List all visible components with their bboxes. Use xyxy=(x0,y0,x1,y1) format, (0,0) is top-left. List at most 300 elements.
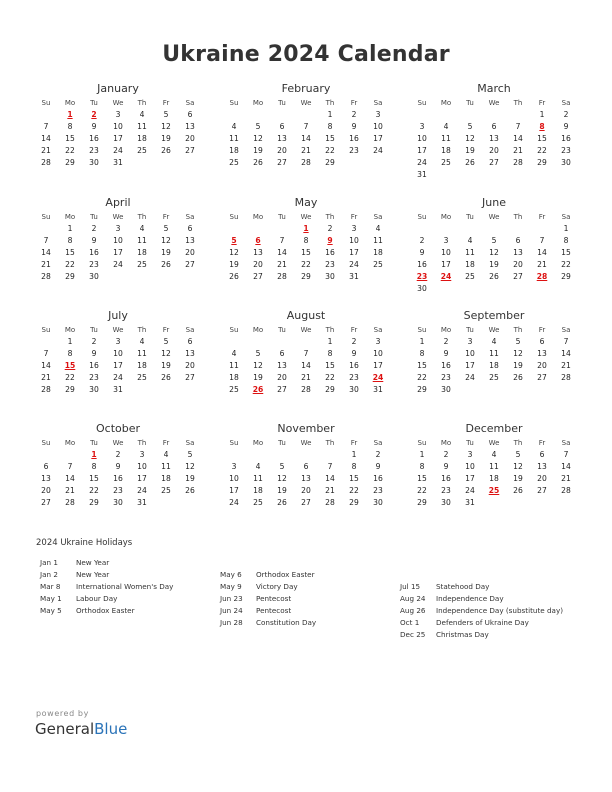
day-cell: 15 xyxy=(417,361,427,370)
day-cell: 26 xyxy=(161,373,171,382)
day-cell: 15 xyxy=(325,134,335,143)
day-cell: 2 xyxy=(351,337,357,346)
day-cell: 26 xyxy=(513,486,523,495)
day-cell: 8 xyxy=(303,236,309,245)
day-cell: 3 xyxy=(443,236,449,245)
weekday-label: Th xyxy=(325,213,335,221)
day-cell: 16 xyxy=(561,134,571,143)
day-cell xyxy=(246,336,270,348)
day-cell: 24 xyxy=(465,373,475,382)
day-cell: 28 xyxy=(301,158,311,167)
week-row xyxy=(410,157,578,169)
week-row xyxy=(410,449,578,461)
weekday-label: We xyxy=(112,326,124,334)
day-cell: 11 xyxy=(161,462,171,471)
day-cell: 11 xyxy=(441,134,451,143)
holiday-item xyxy=(40,581,173,593)
day-cell: 12 xyxy=(161,349,171,358)
week-row xyxy=(34,133,202,145)
day-cell: 12 xyxy=(185,462,195,471)
holiday-name: Independence Day xyxy=(436,594,504,603)
day-cell: 17 xyxy=(465,474,475,483)
day-cell: 24 xyxy=(373,146,383,155)
holiday-item xyxy=(220,605,316,617)
weekday-label: Su xyxy=(417,326,427,334)
day-cell: 13 xyxy=(537,462,547,471)
day-cell: 16 xyxy=(373,474,383,483)
month-name: September xyxy=(463,309,525,322)
powered-by-text: powered by xyxy=(36,709,89,718)
day-cell xyxy=(530,223,554,235)
day-cell: 4 xyxy=(231,122,237,131)
day-cell xyxy=(458,283,482,295)
day-cell: 23 xyxy=(373,486,383,495)
day-cell: 9 xyxy=(419,248,425,257)
day-cell: 2 xyxy=(351,110,357,119)
weekday-label: We xyxy=(488,213,500,221)
holiday-item xyxy=(220,569,316,581)
day-cell: 14 xyxy=(325,474,335,483)
day-cell: 9 xyxy=(91,122,97,131)
weekday-label: Sa xyxy=(561,99,571,107)
day-cell: 8 xyxy=(327,349,333,358)
day-cell: 23 xyxy=(561,146,571,155)
week-row xyxy=(222,348,390,360)
week-row xyxy=(34,360,202,372)
day-cell: 16 xyxy=(349,134,359,143)
day-cell: 18 xyxy=(137,248,147,257)
holiday-date-label: Jun 28 xyxy=(220,618,243,627)
weekday-label: Su xyxy=(41,326,51,334)
weekday-label: We xyxy=(300,99,312,107)
day-cell: 13 xyxy=(301,474,311,483)
day-cell: 6 xyxy=(491,122,497,131)
day-cell: 8 xyxy=(91,462,97,471)
week-row xyxy=(410,336,578,348)
day-cell: 21 xyxy=(325,486,335,495)
day-cell: 25 xyxy=(229,385,239,394)
day-cell: 30 xyxy=(89,385,99,394)
day-cell: 2 xyxy=(443,450,449,459)
holiday-name: Orthodox Easter xyxy=(256,570,315,579)
day-cell: 30 xyxy=(561,158,571,167)
weekday-label: Th xyxy=(325,439,335,447)
day-cell: 5 xyxy=(515,450,521,459)
day-cell: 9 xyxy=(351,122,357,131)
day-cell xyxy=(482,223,506,235)
day-cell: 6 xyxy=(43,462,49,471)
day-cell: 19 xyxy=(253,373,263,382)
day-cell: 14 xyxy=(561,349,571,358)
day-cell: 10 xyxy=(349,236,359,245)
day-cell: 20 xyxy=(537,474,547,483)
day-cell: 14 xyxy=(301,361,311,370)
weekday-label: Fr xyxy=(350,213,358,221)
day-cell: 18 xyxy=(489,474,499,483)
day-cell: 1 xyxy=(67,337,73,346)
week-row xyxy=(34,145,202,157)
holiday-item xyxy=(220,593,316,605)
day-cell: 21 xyxy=(561,474,571,483)
holiday-column xyxy=(400,581,563,641)
weekday-label: Tu xyxy=(278,326,286,334)
day-cell: 17 xyxy=(465,361,475,370)
day-cell: 9 xyxy=(91,236,97,245)
day-cell: 26 xyxy=(185,486,195,495)
week-row xyxy=(222,384,390,396)
day-cell: 2 xyxy=(327,224,333,233)
day-cell: 17 xyxy=(113,134,123,143)
day-cell: 5 xyxy=(467,122,473,131)
day-cell: 19 xyxy=(277,486,287,495)
day-cell: 3 xyxy=(467,337,473,346)
weekday-label: Sa xyxy=(373,213,383,221)
day-cell: 10 xyxy=(113,349,123,358)
day-cell: 17 xyxy=(349,248,359,257)
day-cell: 5 xyxy=(515,337,521,346)
day-cell: 30 xyxy=(441,498,451,507)
day-cell xyxy=(434,169,458,181)
day-cell: 10 xyxy=(373,122,383,131)
day-cell: 7 xyxy=(43,349,49,358)
weekday-label: Sa xyxy=(185,213,195,221)
month-april xyxy=(34,196,202,283)
day-cell: 11 xyxy=(373,236,383,245)
month-august xyxy=(222,309,390,396)
weekday-label: Th xyxy=(137,213,147,221)
day-cell: 13 xyxy=(489,134,499,143)
day-cell: 17 xyxy=(373,134,383,143)
day-cell: 14 xyxy=(513,134,523,143)
day-cell: 20 xyxy=(185,134,195,143)
day-cell: 27 xyxy=(253,272,263,281)
day-cell xyxy=(434,109,458,121)
day-cell: 1 xyxy=(563,224,569,233)
day-cell: 12 xyxy=(253,134,263,143)
weekday-label: Su xyxy=(417,99,427,107)
week-row xyxy=(34,259,202,271)
day-cell: 17 xyxy=(229,486,239,495)
day-cell: 29 xyxy=(301,272,311,281)
day-cell: 18 xyxy=(137,361,147,370)
week-row xyxy=(410,235,578,247)
day-cell: 28 xyxy=(561,373,571,382)
day-cell xyxy=(554,384,578,396)
weekday-label: We xyxy=(488,99,500,107)
day-cell xyxy=(482,384,506,396)
day-cell: 6 xyxy=(187,337,193,346)
day-cell: 16 xyxy=(325,248,335,257)
day-cell: 13 xyxy=(277,361,287,370)
day-cell: 3 xyxy=(375,110,381,119)
holiday-item xyxy=(40,605,173,617)
day-cell: 31 xyxy=(349,272,359,281)
holiday-item xyxy=(400,617,563,629)
week-row xyxy=(222,247,390,259)
holiday-date: 8 xyxy=(539,122,545,131)
weekday-label: Th xyxy=(325,326,335,334)
day-cell xyxy=(482,497,506,509)
day-cell xyxy=(58,449,82,461)
day-cell: 2 xyxy=(115,450,121,459)
week-row xyxy=(410,461,578,473)
day-cell: 20 xyxy=(277,373,287,382)
day-cell xyxy=(154,157,178,169)
week-row xyxy=(34,473,202,485)
day-cell: 18 xyxy=(253,486,263,495)
weekday-label: Su xyxy=(229,326,239,334)
weekday-label: Su xyxy=(417,439,427,447)
week-row xyxy=(410,133,578,145)
day-cell: 27 xyxy=(185,373,195,382)
day-cell: 23 xyxy=(325,260,335,269)
day-cell: 5 xyxy=(491,236,497,245)
day-cell: 19 xyxy=(161,361,171,370)
week-row xyxy=(222,461,390,473)
day-cell: 31 xyxy=(113,385,123,394)
day-cell: 9 xyxy=(115,462,121,471)
week-row xyxy=(222,235,390,247)
day-cell: 26 xyxy=(229,272,239,281)
day-cell: 24 xyxy=(113,373,123,382)
day-cell: 3 xyxy=(115,110,121,119)
day-cell xyxy=(554,169,578,181)
day-cell: 28 xyxy=(41,385,51,394)
day-cell xyxy=(154,497,178,509)
weekday-label: Th xyxy=(513,439,523,447)
week-row xyxy=(222,473,390,485)
week-row xyxy=(34,372,202,384)
day-cell: 12 xyxy=(277,474,287,483)
day-cell: 8 xyxy=(67,236,73,245)
weekday-label: Tu xyxy=(466,326,474,334)
day-cell: 11 xyxy=(465,248,475,257)
day-cell: 25 xyxy=(253,498,263,507)
week-row xyxy=(34,121,202,133)
weekday-label: Su xyxy=(41,439,51,447)
day-cell: 17 xyxy=(417,146,427,155)
day-cell: 27 xyxy=(301,498,311,507)
day-cell xyxy=(482,169,506,181)
day-cell: 1 xyxy=(419,450,425,459)
month-july xyxy=(34,309,202,396)
day-cell xyxy=(554,497,578,509)
weekday-label: Sa xyxy=(185,99,195,107)
day-cell xyxy=(178,497,202,509)
weekday-label: Mo xyxy=(440,326,452,334)
weekday-header xyxy=(34,97,202,109)
day-cell xyxy=(130,157,154,169)
day-cell: 25 xyxy=(373,260,383,269)
weekday-label: Sa xyxy=(561,326,571,334)
day-cell: 1 xyxy=(67,224,73,233)
holiday-item xyxy=(40,593,173,605)
day-cell: 5 xyxy=(187,450,193,459)
day-cell: 14 xyxy=(561,462,571,471)
month-name: May xyxy=(294,196,318,209)
day-cell xyxy=(554,283,578,295)
week-row xyxy=(222,223,390,235)
holiday-item xyxy=(400,593,563,605)
day-cell: 13 xyxy=(537,349,547,358)
day-cell: 25 xyxy=(489,373,499,382)
day-cell: 24 xyxy=(113,260,123,269)
day-cell: 4 xyxy=(255,462,261,471)
day-cell xyxy=(270,223,294,235)
day-cell: 30 xyxy=(89,272,99,281)
month-name: December xyxy=(465,422,523,435)
day-cell: 26 xyxy=(253,158,263,167)
day-cell: 27 xyxy=(277,385,287,394)
holiday-name: Pentecost xyxy=(256,606,292,615)
holiday-name: New Year xyxy=(76,570,110,579)
day-cell: 25 xyxy=(465,272,475,281)
holiday-date: 24 xyxy=(440,272,452,281)
day-cell xyxy=(246,223,270,235)
holiday-date: 26 xyxy=(252,385,264,394)
brand-blue: Blue xyxy=(94,720,128,738)
day-cell: 22 xyxy=(65,260,75,269)
weekday-label: Su xyxy=(229,439,239,447)
day-cell: 13 xyxy=(41,474,51,483)
holiday-date: 9 xyxy=(327,236,333,245)
weekday-label: Su xyxy=(41,99,51,107)
day-cell: 16 xyxy=(89,134,99,143)
day-cell: 22 xyxy=(325,146,335,155)
day-cell: 29 xyxy=(65,158,75,167)
day-cell: 30 xyxy=(89,158,99,167)
month-name: November xyxy=(277,422,335,435)
day-cell: 6 xyxy=(279,122,285,131)
month-may xyxy=(222,196,390,283)
day-cell: 29 xyxy=(325,158,335,167)
day-cell: 24 xyxy=(349,260,359,269)
week-row xyxy=(34,271,202,283)
day-cell: 14 xyxy=(537,248,547,257)
day-cell xyxy=(178,384,202,396)
day-cell: 31 xyxy=(137,498,147,507)
weekday-label: Tu xyxy=(90,99,98,107)
day-cell: 6 xyxy=(303,462,309,471)
week-row xyxy=(410,283,578,295)
day-cell: 27 xyxy=(537,373,547,382)
weekday-label: We xyxy=(112,99,124,107)
day-cell: 24 xyxy=(113,146,123,155)
day-cell: 4 xyxy=(491,337,497,346)
day-cell: 23 xyxy=(89,146,99,155)
weekday-header xyxy=(222,97,390,109)
day-cell: 9 xyxy=(351,349,357,358)
weekday-label: We xyxy=(488,439,500,447)
day-cell: 20 xyxy=(513,260,523,269)
day-cell xyxy=(130,271,154,283)
holiday-column xyxy=(40,557,173,617)
weekday-label: Su xyxy=(417,213,427,221)
week-row xyxy=(34,497,202,509)
day-cell: 29 xyxy=(325,385,335,394)
weekday-label: Sa xyxy=(185,326,195,334)
day-cell: 15 xyxy=(65,248,75,257)
day-cell: 9 xyxy=(91,349,97,358)
holiday-date-label: Oct 1 xyxy=(400,618,420,627)
day-cell: 15 xyxy=(89,474,99,483)
day-cell: 25 xyxy=(161,486,171,495)
day-cell: 7 xyxy=(515,122,521,131)
day-cell: 22 xyxy=(349,486,359,495)
day-cell: 26 xyxy=(513,373,523,382)
day-cell: 5 xyxy=(163,110,169,119)
holiday-date-label: Aug 26 xyxy=(400,606,426,615)
day-cell: 6 xyxy=(187,110,193,119)
weekday-label: Th xyxy=(137,326,147,334)
month-name: June xyxy=(482,196,506,209)
day-cell xyxy=(246,449,270,461)
day-cell xyxy=(222,223,246,235)
day-cell xyxy=(294,449,318,461)
day-cell: 2 xyxy=(91,224,97,233)
day-cell: 15 xyxy=(561,248,571,257)
day-cell xyxy=(294,109,318,121)
holiday-name: Defenders of Ukraine Day xyxy=(436,618,529,627)
day-cell: 26 xyxy=(161,260,171,269)
day-cell: 16 xyxy=(113,474,123,483)
day-cell: 1 xyxy=(539,110,545,119)
day-cell: 10 xyxy=(465,462,475,471)
day-cell: 16 xyxy=(349,361,359,370)
weekday-label: Su xyxy=(229,99,239,107)
day-cell: 12 xyxy=(465,134,475,143)
day-cell: 5 xyxy=(163,224,169,233)
weekday-label: Fr xyxy=(538,326,546,334)
day-cell: 12 xyxy=(161,122,171,131)
day-cell: 22 xyxy=(417,373,427,382)
holiday-column xyxy=(220,569,316,629)
weekday-label: Tu xyxy=(466,439,474,447)
day-cell: 20 xyxy=(41,486,51,495)
day-cell: 18 xyxy=(489,361,499,370)
day-cell: 13 xyxy=(185,349,195,358)
holiday-date-label: Jun 23 xyxy=(220,594,243,603)
week-row xyxy=(222,360,390,372)
month-november xyxy=(222,422,390,509)
weekday-label: Mo xyxy=(252,213,264,221)
day-cell xyxy=(366,157,390,169)
weekday-label: Mo xyxy=(64,326,76,334)
month-december xyxy=(410,422,578,509)
day-cell xyxy=(434,223,458,235)
weekday-label: Fr xyxy=(162,326,170,334)
day-cell: 7 xyxy=(303,122,309,131)
week-row xyxy=(34,109,202,121)
day-cell: 12 xyxy=(161,236,171,245)
holiday-name: Pentecost xyxy=(256,594,292,603)
day-cell: 27 xyxy=(185,260,195,269)
day-cell xyxy=(342,157,366,169)
day-cell: 25 xyxy=(137,146,147,155)
holiday-name: Constitution Day xyxy=(256,618,317,627)
day-cell: 21 xyxy=(561,361,571,370)
day-cell: 18 xyxy=(465,260,475,269)
day-cell xyxy=(294,336,318,348)
day-cell: 30 xyxy=(441,385,451,394)
weekday-header xyxy=(34,437,202,449)
day-cell: 23 xyxy=(441,373,451,382)
day-cell: 11 xyxy=(489,462,499,471)
month-name: August xyxy=(286,309,326,322)
weekday-label: We xyxy=(300,213,312,221)
weekday-label: Sa xyxy=(373,99,383,107)
day-cell: 25 xyxy=(229,158,239,167)
